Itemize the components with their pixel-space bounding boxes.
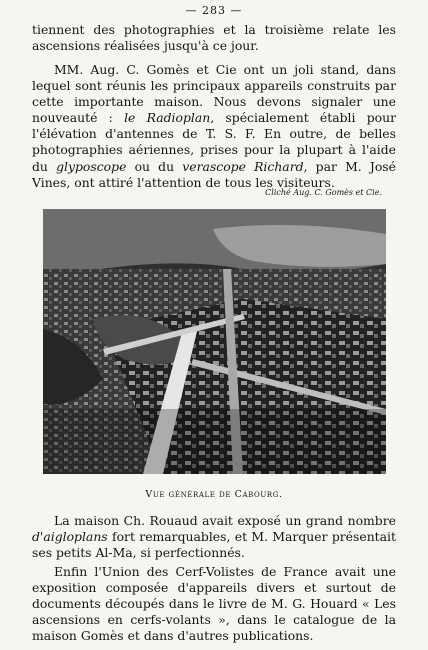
- paragraph-4: Enfin l'Union des Cerf-Volistes de France avait une exposition composée d'appareils divers et surtout de documents découpés dans le livre de M. G. Houard « Les ascensions en cerfs-volants », dans le catalogue de la maison Gomès et dans d'autres publications.: [32, 564, 396, 644]
- paragraph-2-italic-verascope: verascope Richard: [182, 158, 304, 174]
- paragraph-2-text-g: , par M. José Vines, ont attiré l'attention de tous les visiteurs.: [32, 158, 396, 190]
- photo-caption: Vue générale de Cabourg.: [145, 489, 283, 500]
- aerial-photo-illustration: [43, 209, 386, 474]
- paragraph-2-italic-glyposcope: glyposcope: [56, 158, 127, 174]
- paragraph-2: [32, 62, 396, 191]
- paragraph-1: tiennent des photographies et la troisième relate les ascensions réalisées jusqu'à ce jour.: [32, 22, 396, 54]
- paragraph-3-text-a: La maison Ch. Rouaud avait exposé un grand nombre: [54, 513, 396, 528]
- paragraph-2-text-e: ou du: [126, 158, 183, 174]
- paragraph-3-italic-aigloplans: d'aigloplans: [32, 529, 108, 545]
- paragraph-2-text-a: MM. Aug. C. Gomès et Cie ont un joli stand, dans lequel sont réunis les principaux appareils construits par cette importante maison. Nous devons signaler une nouveauté :: [32, 62, 396, 126]
- paragraph-3-text-c: fort remarquables, et M. Marquer présentait ses petits Al-Ma, si perfectionnés.: [32, 529, 396, 561]
- paragraph-3: [32, 513, 396, 561]
- page-number: — 283 —: [185, 4, 243, 17]
- photo-credit: Cliché Aug. C. Gomès et Cie.: [265, 188, 382, 197]
- paragraph-2-text-c: , spécialement établi pour l'élévation d'antennes de T. S. F. En outre, de belles photographies aériennes, prises pour la plupart à l'aide du: [32, 110, 397, 174]
- paragraph-2-italic-radioplan: le Radioplan: [124, 110, 211, 126]
- aerial-photograph: [43, 209, 386, 474]
